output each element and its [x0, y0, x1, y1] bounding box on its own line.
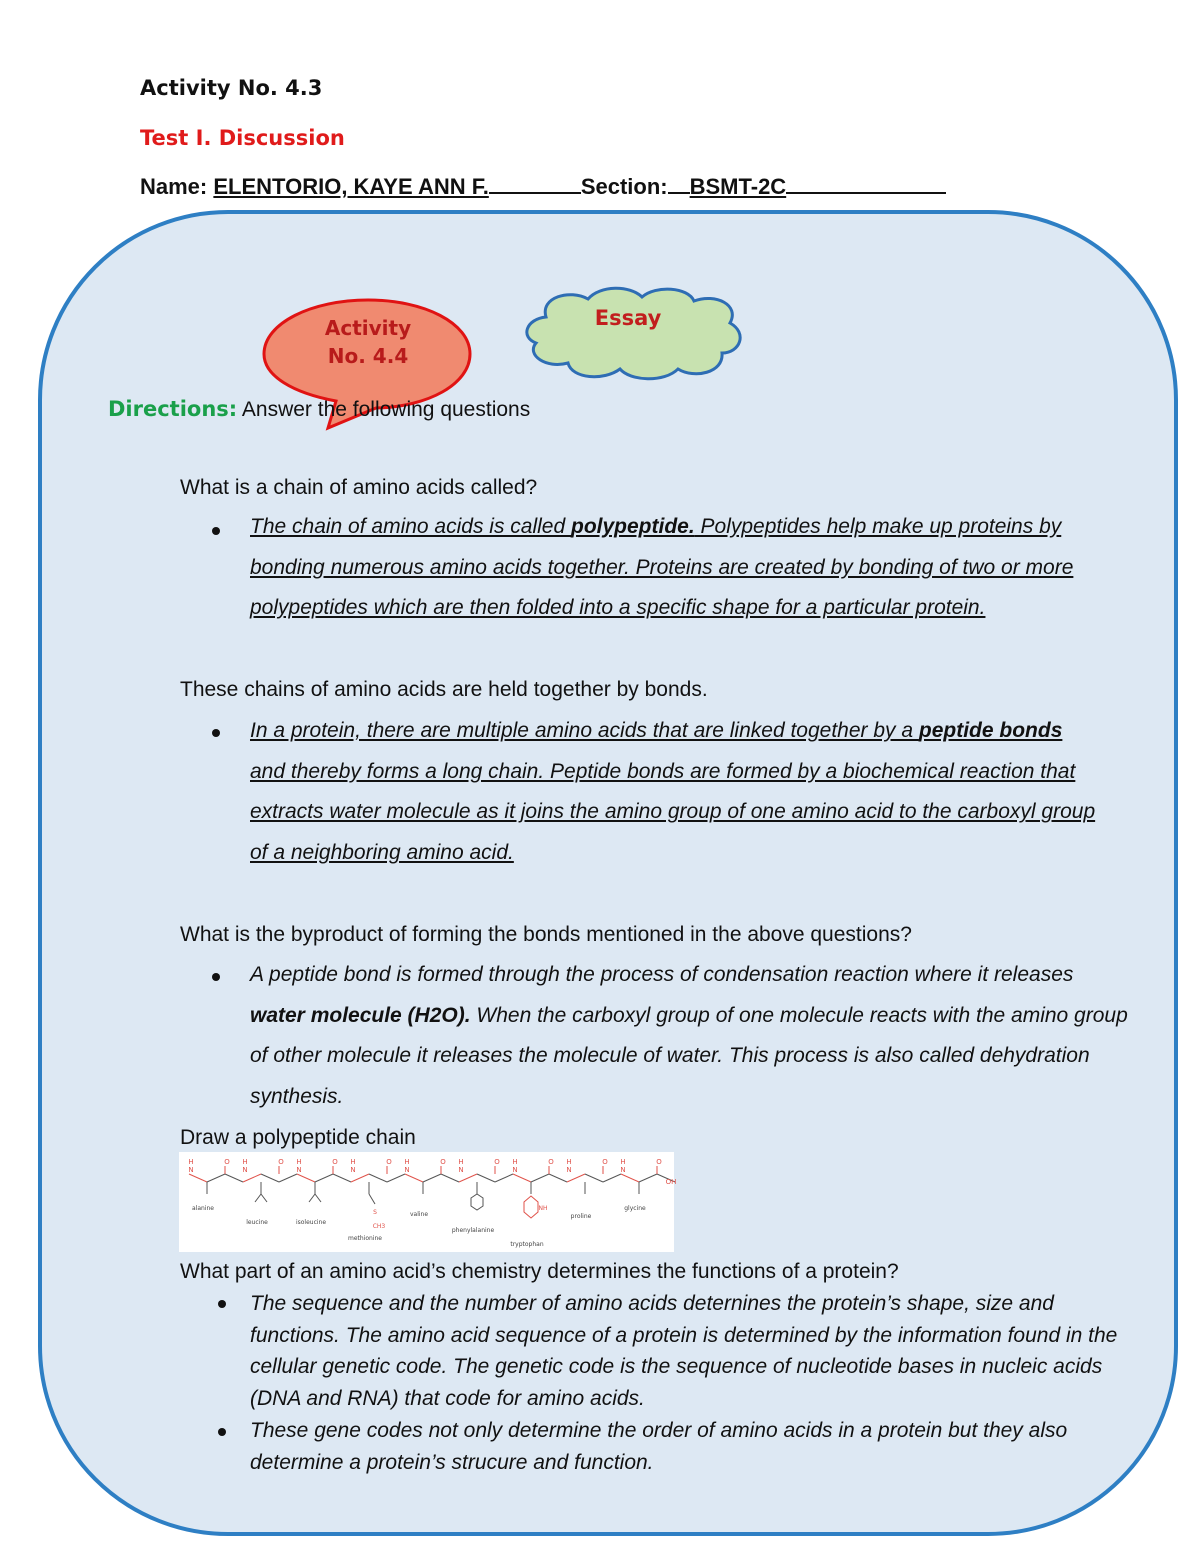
oxygen-label: O [494, 1158, 500, 1166]
hydrogen-label: H [566, 1158, 572, 1166]
backbone-bond [315, 1174, 333, 1182]
residue-label: glycine [624, 1205, 646, 1212]
question-1: What is a chain of amino acids called? [180, 476, 538, 499]
residue-label: phenylalanine [451, 1227, 495, 1234]
hydrogen-label: H [188, 1158, 194, 1166]
answer-3-post: When the carboxyl group of one molecule reacts with the amino group of other molecule it releases the molecule of water. This process is also called dehydration synthesis. [250, 1003, 1128, 1108]
residue-label: leucine [246, 1219, 268, 1226]
bullet-icon [212, 527, 220, 535]
residue-label: proline [570, 1213, 592, 1220]
answer-1-pre: The chain of amino acids is called [250, 515, 571, 538]
backbone-bond [495, 1174, 513, 1182]
hydrogen-label: H [404, 1158, 410, 1166]
nitrogen-label: N [566, 1166, 572, 1174]
student-name: ELENTORIO, KAYE ANN F. [213, 174, 489, 199]
backbone-bond [585, 1174, 603, 1182]
answer-3-pre: A peptide bond is formed through the process of condensation reaction where it releases [250, 963, 1074, 986]
nh-label: NH [538, 1205, 548, 1212]
answer-3-keyword: water molecule (H2O). [250, 1003, 471, 1027]
answer-1 [250, 507, 1110, 629]
hydrogen-label: H [296, 1158, 302, 1166]
backbone-bond [369, 1174, 387, 1182]
backbone-bond [477, 1174, 495, 1182]
oxygen-label: O [548, 1158, 554, 1166]
bullet-icon [212, 973, 220, 981]
nitrogen-label: N [620, 1166, 626, 1174]
nitrogen-label: N [404, 1166, 410, 1174]
backbone-bond [225, 1174, 243, 1182]
backbone-bond [243, 1174, 261, 1182]
nitrogen-label: N [458, 1166, 464, 1174]
residue-label: alanine [192, 1205, 214, 1212]
oxygen-label: O [332, 1158, 338, 1166]
hydroxyl-label: OH [665, 1178, 677, 1186]
answer-5a: The sequence and the number of amino acids deternines the protein’s shape, size and functions. The amino acid sequence of a protein is determined by the information found in the cellular genetic code. The genetic code is the sequence of nucleotide bases in nucleic acids (DNA and RNA) that code for amino acids. [250, 1292, 1118, 1410]
question-5: What part of an amino acid’s chemistry determines the functions of a protein? [180, 1260, 899, 1283]
activity-callout-line2: No. 4.4 [327, 344, 409, 368]
section-blank-line-left [668, 174, 690, 194]
oxygen-label: O [602, 1158, 608, 1166]
backbone-bond [513, 1174, 531, 1182]
oxygen-label: O [440, 1158, 446, 1166]
side-chain-bond [315, 1194, 321, 1202]
side-chain-bond [369, 1194, 375, 1204]
indole-ring [524, 1196, 538, 1218]
nitrogen-label: N [296, 1166, 302, 1174]
name-section-line [140, 174, 1002, 204]
oxygen-label: O [278, 1158, 284, 1166]
backbone-bond [207, 1174, 225, 1182]
residue-label: isoleucine [295, 1219, 327, 1226]
side-chain-bond [255, 1194, 261, 1202]
activity-title: Activity No. 4.3 [140, 76, 323, 100]
test-title: Test I. Discussion [140, 126, 345, 150]
backbone-bond [189, 1174, 207, 1182]
polypeptide-structure [179, 1152, 677, 1252]
answer-5b: These gene codes not only determine the order of amino acids in a protein but they also determine a protein’s strucure and function. [250, 1419, 1068, 1474]
hydrogen-label: H [242, 1158, 248, 1166]
oxygen-label: O [224, 1158, 230, 1166]
question-4: Draw a polypeptide chain [180, 1126, 416, 1149]
bullet-icon [218, 1300, 226, 1308]
cloud-shape [518, 283, 750, 383]
name-label: Name: [140, 174, 208, 199]
side-chain-bond [309, 1194, 315, 1202]
side-chain-bond [261, 1194, 267, 1202]
backbone-bond [351, 1174, 369, 1182]
answer-2-keyword: peptide bonds [918, 719, 1063, 742]
polypeptide-chain-diagram [179, 1152, 677, 1252]
answer-2-post: and thereby forms a long chain. Peptide bonds are formed by a biochemical reaction that extracts water molecule as it joins the amino group of one amino acid to the carboxyl group of a neighboring amino acid. [250, 759, 1096, 865]
backbone-bond [333, 1174, 351, 1182]
backbone-bond [261, 1174, 279, 1182]
nitrogen-label: N [512, 1166, 518, 1174]
backbone-bond [387, 1174, 405, 1182]
nitrogen-label: N [188, 1166, 194, 1174]
backbone-bond [297, 1174, 315, 1182]
essay-callout: Essay [594, 306, 662, 330]
oxygen-label: O [656, 1158, 662, 1166]
question-3: What is the byproduct of forming the bonds mentioned in the above questions? [180, 923, 912, 946]
name-blank-line [489, 174, 581, 194]
backbone-bond [279, 1174, 297, 1182]
backbone-bond [603, 1174, 621, 1182]
activity-callout [268, 314, 468, 370]
answer-1-post: Polypeptides help make up proteins by bonding numerous amino acids together. Proteins are created by bonding of two or more polypeptides which are then folded into a specific shape for a particular protein. [250, 515, 1074, 620]
residue-label: valine [409, 1211, 429, 1218]
section-label: Section: [580, 174, 668, 199]
hydrogen-label: H [350, 1158, 356, 1166]
section-blank-line-right [786, 174, 946, 194]
sulfur-label: S [373, 1209, 377, 1216]
question-2: These chains of amino acids are held together by bonds. [180, 678, 708, 701]
hydrogen-label: H [512, 1158, 518, 1166]
phenyl-ring [471, 1194, 483, 1210]
backbone-bond [531, 1174, 549, 1182]
residue-label: methionine [348, 1235, 382, 1242]
bullet-icon [212, 729, 220, 737]
nitrogen-label: N [350, 1166, 356, 1174]
hydrogen-label: H [458, 1158, 464, 1166]
answer-3 [250, 955, 1130, 1117]
answer-1-keyword: polypeptide. [571, 515, 695, 538]
backbone-bond [423, 1174, 441, 1182]
answer-2-pre: In a protein, there are multiple amino acids that are linked together by a [250, 719, 919, 742]
backbone-bond [405, 1174, 423, 1182]
activity-callout-line1: Activity [324, 316, 412, 340]
backbone-bond [567, 1174, 585, 1182]
section-value: BSMT-2C [689, 174, 787, 199]
directions-text: Answer the following questions [241, 398, 531, 421]
hydrogen-label: H [620, 1158, 626, 1166]
backbone-bond [621, 1174, 639, 1182]
directions-label: Directions: [108, 397, 238, 421]
backbone-bond [549, 1174, 567, 1182]
bullet-icon [218, 1428, 226, 1436]
methyl-label: CH3 [372, 1223, 386, 1230]
nitrogen-label: N [242, 1166, 248, 1174]
backbone-bond [441, 1174, 459, 1182]
answer-2 [250, 711, 1100, 874]
directions [108, 397, 530, 422]
backbone-bond [459, 1174, 477, 1182]
backbone-bond [639, 1174, 657, 1182]
residue-label: tryptophan [510, 1241, 544, 1248]
oxygen-label: O [386, 1158, 392, 1166]
